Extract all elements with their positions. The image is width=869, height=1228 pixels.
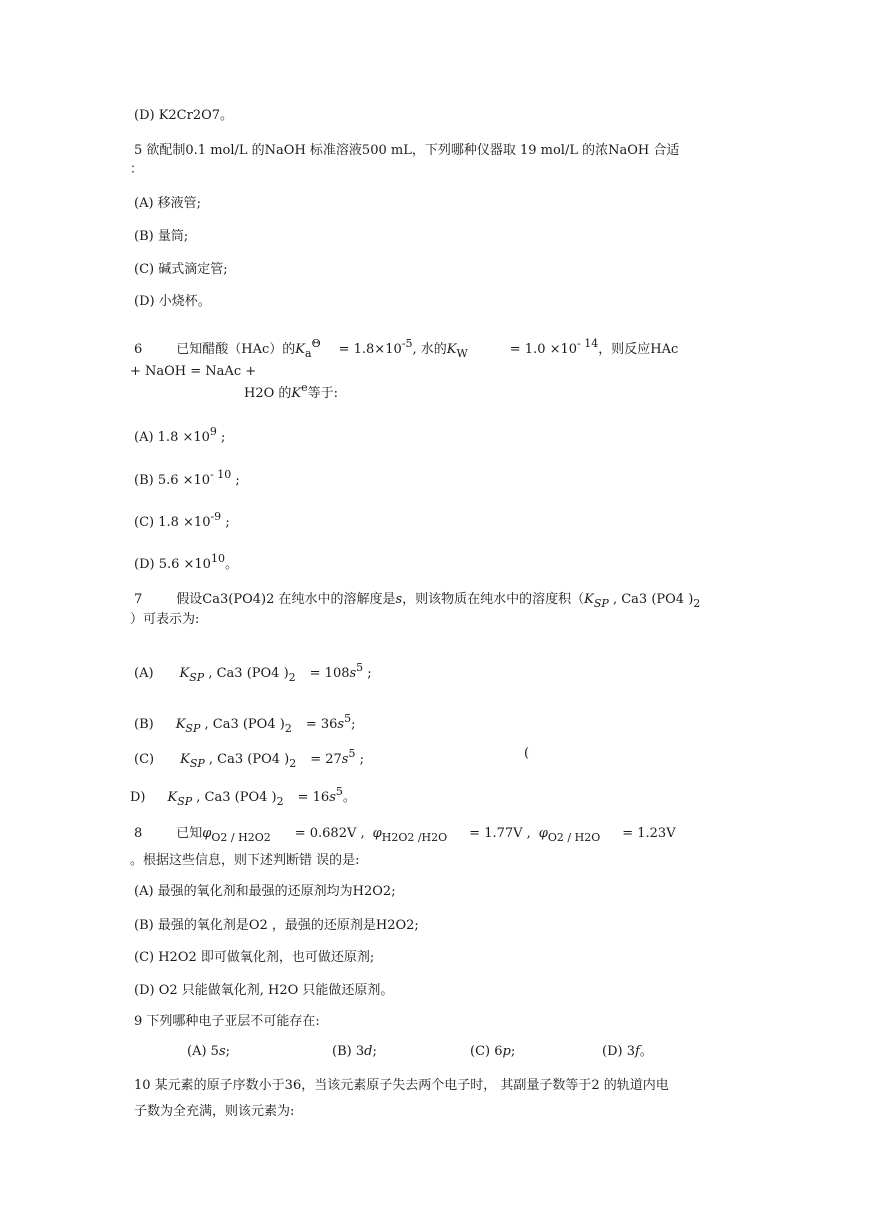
q8-option-b: (B) 最强的氧化剂是O2 ，最强的还原剂是H2O2; [134,918,419,933]
q8-value-3: = 1.23V [622,826,676,841]
question-6 [134,336,678,362]
q6-text-3: ，则反应HAc [598,342,679,357]
q7-option-a: (A) $K_{SP}$ , Ca3 (PO4 )$_2 = 108s^5$ ; [134,661,372,684]
q5-option-b: (B) 量筒; [134,229,189,244]
q6-text-4: 等于: [307,386,339,401]
q7-text-3: , Ca3 (PO4 ) [608,592,694,607]
q8-option-d: (D) O2 只能做氧化剂, H2O 只能做还原剂。 [134,983,394,998]
q6-option-d: (D) $5.6 \times 10^{10}$。 [134,552,238,572]
q6-theta: Θ [311,337,321,350]
q8-number: 8 [134,826,143,841]
q6-reaction: + NaOH = NaAc + [130,364,257,379]
q7-option-c: (C) $K_{SP}$ , Ca3 (PO4 )$_2 = 27s^5$ ; [134,747,364,770]
question-10: 10 某元素的原子序数小于36，当该元素原子失去两个电子时， 其副量子数等于2 的轨道内电 [134,1078,669,1093]
q8-value-2: = 1.77V , [469,826,531,841]
question-7-cont: ）可表示为: [130,612,200,627]
q5-option-c: (C) 碱式滴定管; [134,262,228,277]
q6-ka-sub: a [305,347,312,360]
q6-text-1: 已知醋酸（HAc）的 [176,342,296,357]
option-d-k2cr2o7: (D) K2Cr2O7。 [134,108,234,123]
question-7 [134,592,700,612]
question-8-cont: 。根据这些信息，则下述判断错 误的是: [130,853,360,868]
q5-option-a: (A) 移液管; [134,196,202,211]
q7-k: K [584,592,594,607]
stray-paren: ( [524,746,530,761]
q6-text-2: , 水的 [412,342,447,357]
q9-option-a: (A) 5s; [187,1044,230,1059]
q6-option-a: (A) $1.8 \times 10^9$ ; [134,425,226,445]
q6-ka-value: = 1.8×10 [338,342,402,357]
question-9: 9 下列哪种电子亚层不可能存在: [134,1014,320,1029]
q8-couple-2: H2O2 /H2O [381,831,448,844]
q7-s: s [395,592,403,607]
q9-option-c: (C) 6p; [470,1044,516,1059]
q6-option-b: (B) $5.6 \times 10^{- 10}$ ; [134,468,240,488]
q7-text-2: ，则该物质在纯水中的溶度积（ [402,592,585,607]
q9-option-d: (D) 3f。 [602,1044,653,1059]
q6-h2o: H2O 的 [244,386,292,401]
question-8 [134,826,676,846]
question-5: 5 欲配制0.1 mol/L 的NaOH 标准溶液500 mL，下列哪种仪器取 19 mol/L 的浓NaOH 合适 [134,143,680,158]
q5-option-d: (D) 小烧杯。 [134,294,211,309]
q7-sp: SP [593,597,609,610]
q8-couple-1: O2 / H2O2 [211,831,271,844]
q7-option-b: (B) $K_{SP}$ , Ca3 (PO4 )$_2 = 36s^5$; [134,712,356,735]
q8-option-c: (C) H2O2 即可做氧化剂，也可做还原剂; [134,950,375,965]
q6-ka-exp: -5 [401,337,413,350]
q8-text-1: 已知 [176,826,203,841]
q7-sub-2: 2 [693,597,701,610]
question-10-cont: 子数为全充满，则该元素为: [134,1104,295,1119]
q6-kw-sub: W [456,347,468,360]
q8-value-1: = 0.682V , [294,826,365,841]
q6-reaction-end [244,380,338,402]
q9-option-b: (B) 3d; [332,1044,377,1059]
q8-option-a: (A) 最强的氧化剂和最强的还原剂均为H2O2; [134,884,396,899]
q6-k: K [291,386,302,401]
question-5-cont: ： [130,162,144,177]
q6-option-c: (C) $1.8 \times 10^{-9}$ ; [134,510,230,530]
q7-text-1: 假设Ca3(PO4)2 在纯水中的溶解度是 [176,592,396,607]
q7-number: 7 [134,592,143,607]
q8-couple-3: O2 / H2O [547,831,601,844]
q6-k-sup: e [301,381,308,394]
q6-kw-exp: - 14 [577,337,599,350]
q6-number: 6 [134,342,143,357]
q6-ka: K [295,342,306,357]
q6-kw: K [446,342,457,357]
q6-kw-value: = 1.0 ×10 [509,342,578,357]
q8-phi-2: φ [372,826,382,841]
q8-phi-1: φ [202,826,212,841]
q7-option-d: D) $K_{SP}$ , Ca3 (PO4 )$_2 = 16s^5$。 [130,785,356,808]
q8-phi-3: φ [538,826,548,841]
